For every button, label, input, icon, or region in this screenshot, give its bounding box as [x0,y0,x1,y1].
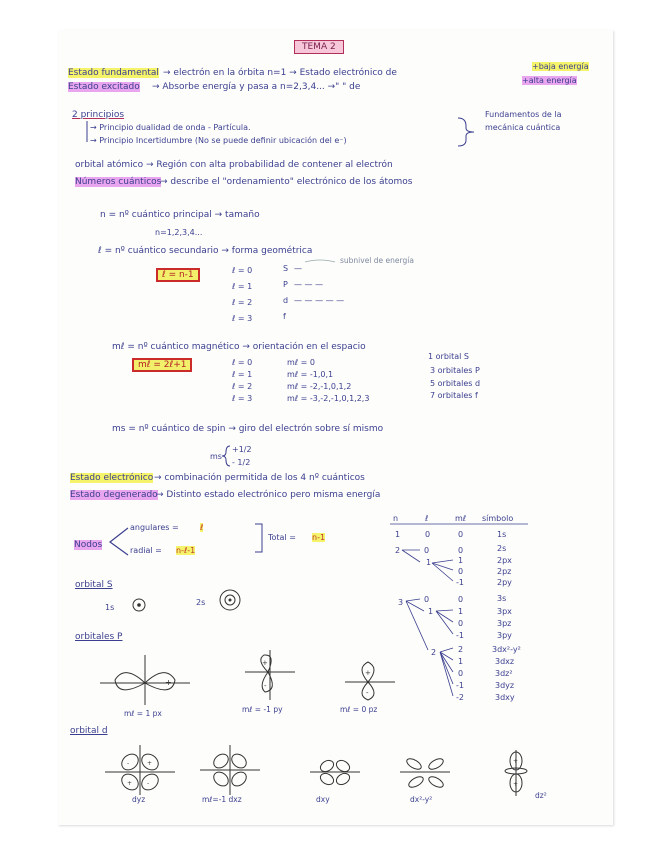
orbital-dyz-shape [105,745,175,795]
l-definition: ℓ = nº cuántico secundario → forma geométrica [98,246,313,256]
svg-text:+: + [513,758,519,765]
nodos-total: Total = [268,533,296,542]
orbital-py-label: mℓ = -1 py [242,705,283,714]
qn-cell: 1 [458,657,464,666]
ms-brace [222,446,230,466]
l-row-label: ℓ = 1 [232,282,253,291]
ml-row-orbitals: 5 orbitales d [430,379,481,388]
l-formula-box: ℓ = n-1 [156,268,200,282]
ml-definition: mℓ = nº cuántico magnético → orientación en el espacio [112,342,366,352]
orbital-px-label: mℓ = 1 px [124,709,162,718]
alta-energia-highlight: +alta energía [522,76,577,85]
qn-cell: 0 [458,669,464,678]
qn-cell: 1 [426,558,432,567]
qn-cell: 0 [424,546,430,555]
ml-row-orbitals: 3 orbitales P [430,366,480,375]
svg-text:+: + [147,760,153,767]
qn-cell: 2 [395,546,401,555]
qn-cell: 0 [458,546,464,555]
branch-n3-l2 [440,648,453,696]
orbital-dz2-shape [505,750,527,796]
ml-row-values: mℓ = -3,-2,-1,0,1,2,3 [287,394,370,403]
orbital-py-shape [245,650,295,700]
nodos-label: Nodos [74,540,103,550]
nodos-angulares-value: ℓ [200,523,204,532]
orbital-dxz-label: mℓ=-1 dxz [202,795,242,804]
brace-principios [458,118,474,146]
orbital-s-heading: orbital S [75,580,113,590]
qn-header: mℓ [455,514,467,523]
ms-prefix: ms [210,452,222,461]
qn-cell: 2 [458,645,464,654]
svg-text:+: + [365,669,371,677]
qn-cell: 3dyz [495,681,515,690]
qn-cell: 0 [458,595,464,604]
orbital-dx2y2-shape [400,757,450,790]
qn-cell: 1 [428,607,434,616]
qn-cell: 3dx²-y² [492,645,521,654]
estado-degenerado-text: → Distinto estado electrónico pero misma energía [156,490,381,500]
n-definition: n = nº cuántico principal → tamaño [100,210,260,220]
total-bracket [255,524,262,552]
qn-cell: 3dz² [495,669,513,678]
ml-row-l: ℓ = 2 [232,382,253,391]
l-row-dashes: — — — [294,280,324,289]
qn-cell: 2s [497,544,507,553]
svg-text:-: - [121,678,124,687]
qn-cell: 3dxy [495,693,515,702]
estado-fundamental-text: → electrón en la órbita n=1 → Estado electrónico de [163,68,397,78]
ml-formula-box: mℓ = 2ℓ+1 [132,358,192,372]
qn-cell: 3dxz [495,657,515,666]
qn-cell: 1s [497,530,507,539]
qn-cell: 3 [398,598,404,607]
ms-plus: +1/2 [232,445,252,454]
nodos-radial: radial = [130,546,162,555]
svg-text:+: + [262,659,268,667]
principio-incertidumbre: → Principio Incertidumbre (No se puede definir ubicación del e⁻) [90,136,347,145]
l-row-label: ℓ = 0 [232,266,253,275]
principio-dualidad: → Principio dualidad de onda - Partícula. [90,123,251,132]
orbital-dz2-label: dz² [535,791,547,800]
qn-cell: 3px [497,607,512,616]
qn-cell: -1 [456,631,464,640]
qn-cell: -1 [456,681,464,690]
l-row-symbol: P [283,280,288,289]
qn-header: n [393,514,399,523]
l-row-symbol: d [283,296,289,305]
nodos-total-value: n-1 [312,533,326,542]
ml-row-orbitals: 7 orbitales f [430,391,478,400]
estado-excitado-label: Estado excitado [68,82,140,92]
ms-definition: ms = nº cuántico de spin → giro del electrón sobre sí mismo [112,424,384,434]
svg-text:-: - [127,760,130,767]
estado-electronico-label: Estado electrónico [70,473,154,483]
orbital-dyz-label: dyz [132,795,146,804]
qn-cell: 0 [425,530,431,539]
fundamentos-text-1: Fundamentos de la [485,110,562,119]
qn-cell: 1 [458,556,464,565]
subnivel-pointer [305,260,335,262]
svg-text:-: - [264,682,267,690]
orbital-dx2y2-label: dx²-y² [410,795,433,804]
orbital-d-heading: orbital d [70,726,108,736]
orbital-pz-label: mℓ = 0 pz [340,705,378,714]
estado-excitado-text: → Absorbe energía y pasa a n=2,3,4... →" " de [152,82,361,92]
orbitales-p-heading: orbitales P [75,632,123,642]
ml-row-values: mℓ = -2,-1,0,1,2 [287,382,352,391]
svg-text:+: + [165,678,172,687]
qn-cell: 3py [497,631,512,640]
ms-minus: - 1/2 [232,458,251,467]
orbital-dxy-label: dxy [316,795,330,804]
qn-cell: 2py [497,578,512,587]
qn-cell: 1 [395,530,401,539]
ml-row-values: mℓ = -1,0,1 [287,370,334,379]
nodos-angulares: angulares = [130,523,179,532]
qn-cell: 2px [497,556,512,565]
numeros-cuanticos-text: → describe el "ordenamiento" electrónico de los átomos [160,177,413,187]
l-row-dashes: — [294,264,302,273]
orbital-pz-shape [345,662,395,700]
orbital-atomico-def: orbital atómico → Región con alta probabilidad de contener al electrón [75,160,393,170]
page-title: TEMA 2 [294,40,344,54]
qn-cell: 1 [458,607,464,616]
branch-n3 [406,599,428,650]
orbital-dxz-shape [200,745,260,795]
orbital-2s-label: 2s [196,598,206,607]
l-row-dashes: — — — — — [294,296,345,305]
estado-fundamental-label: Estado fundamental [68,68,159,78]
numeros-cuanticos-label: Números cuánticos [75,177,162,187]
qn-cell: 0 [424,595,430,604]
baja-energia-highlight: +baja energía [532,62,589,71]
n-values: n=1,2,3,4... [155,228,203,237]
l-row-label: ℓ = 3 [232,314,253,323]
ml-row-orbitals: 1 orbital S [428,352,469,361]
svg-text:+: + [513,781,519,788]
qn-header: símbolo [482,514,514,523]
l-row-symbol: f [283,312,286,321]
ml-row-l: ℓ = 3 [232,394,253,403]
orbital-px-shape [100,655,190,705]
l-row-symbol: S [283,264,289,273]
qn-cell: 3pz [497,619,512,628]
nodos-bracket [110,528,128,555]
estado-degenerado-label: Estado degenerado [70,490,158,500]
subnivel-label: subnivel de energía [340,256,414,265]
qn-cell: -2 [456,693,464,702]
ml-row-values: mℓ = 0 [287,358,315,367]
svg-text:-: - [366,689,369,697]
branch-n2-l1 [432,560,453,581]
l-row-label: ℓ = 2 [232,298,253,307]
qn-cell: 0 [458,567,464,576]
estado-electronico-text: → combinación permitida de los 4 nº cuánticos [154,473,365,483]
fundamentos-text-2: mecánica cuántica [485,123,561,132]
ml-row-l: ℓ = 1 [232,370,253,379]
qn-header: ℓ [425,514,429,523]
qn-cell: 2pz [497,567,512,576]
qn-cell: 3s [497,594,507,603]
branch-n3-l1 [436,610,453,634]
qn-cell: 0 [458,530,464,539]
ml-row-l: ℓ = 0 [232,358,253,367]
nodos-radial-value: n-ℓ-1 [176,546,196,555]
svg-text:-: - [147,780,150,787]
svg-text:+: + [127,780,133,787]
qn-cell: -1 [456,578,464,587]
branch-n2 [402,550,420,562]
orbital-1s-label: 1s [105,603,115,612]
qn-cell: 2 [431,648,437,657]
principios-title: 2 principios [72,110,125,120]
qn-cell: 0 [458,619,464,628]
orbital-dxy-shape [310,758,360,787]
